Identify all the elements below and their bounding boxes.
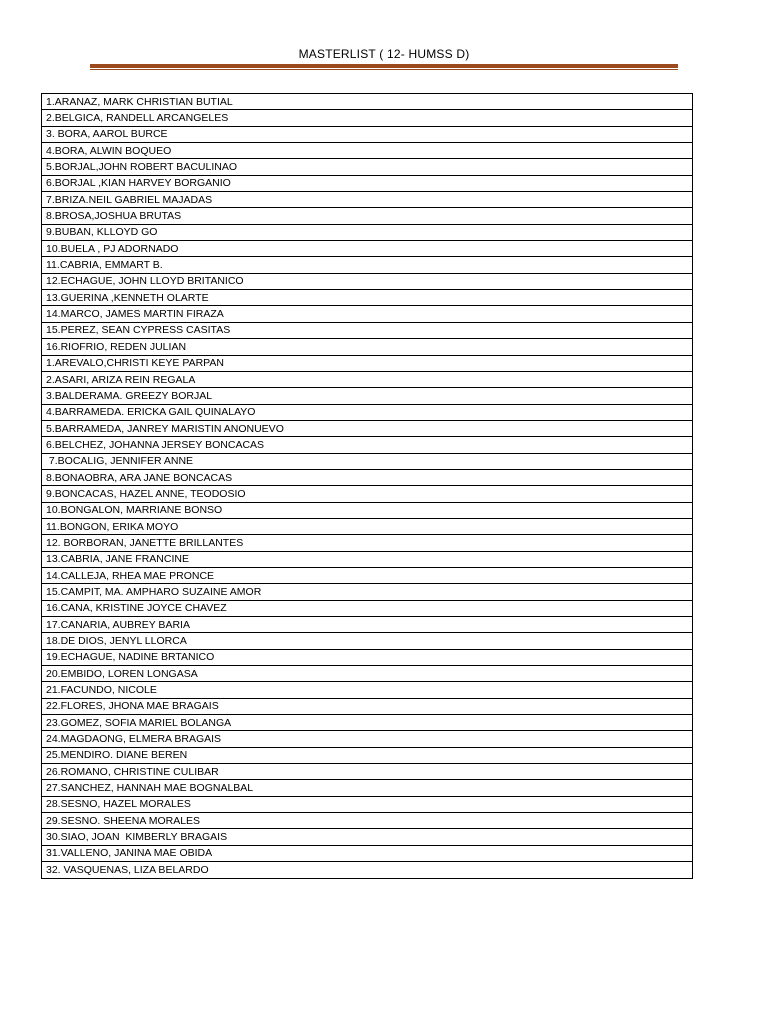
student-name-cell: 17.CANARIA, AUBREY BARIA: [42, 617, 693, 633]
table-row: [42, 551, 693, 567]
table-row: [42, 257, 693, 273]
table-row: [42, 469, 693, 485]
table-row: [42, 682, 693, 698]
table-row: [42, 388, 693, 404]
student-name-cell: 18.DE DIOS, JENYL LLORCA: [42, 633, 693, 649]
student-name-cell: 19.ECHAGUE, NADINE BRTANICO: [42, 649, 693, 665]
student-name-cell: 3. BORA, AAROL BURCE: [42, 126, 693, 142]
student-name-cell: 22.FLORES, JHONA MAE BRAGAIS: [42, 698, 693, 714]
student-name-cell: 31.VALLENO, JANINA MAE OBIDA: [42, 845, 693, 861]
student-name-cell: 13.CABRIA, JANE FRANCINE: [42, 551, 693, 567]
student-name-cell: 4.BORA, ALWIN BOQUEO: [42, 143, 693, 159]
table-row: [42, 649, 693, 665]
title-underline: [90, 64, 678, 70]
student-name-cell: 1.AREVALO,CHRISTI KEYE PARPAN: [42, 355, 693, 371]
table-row: [42, 780, 693, 796]
student-name-cell: 24.MAGDAONG, ELMERA BRAGAIS: [42, 731, 693, 747]
table-row: [42, 535, 693, 551]
table-row: [42, 764, 693, 780]
student-name-cell: 9.BUBAN, KLLOYD GO: [42, 224, 693, 240]
table-row: [42, 845, 693, 861]
student-name-cell: 26.ROMANO, CHRISTINE CULIBAR: [42, 764, 693, 780]
student-name-cell: 32. VASQUENAS, LIZA BELARDO: [42, 862, 693, 878]
table-row: [42, 273, 693, 289]
masterlist-table: [41, 93, 693, 879]
student-name-cell: 13.GUERINA ,KENNETH OLARTE: [42, 290, 693, 306]
table-row: [42, 241, 693, 257]
student-name-cell: 28.SESNO, HAZEL MORALES: [42, 796, 693, 812]
student-name-cell: 11.BONGON, ERIKA MOYO: [42, 518, 693, 534]
table-row: [42, 584, 693, 600]
table-row: [42, 94, 693, 110]
student-name-cell: 11.CABRIA, EMMART B.: [42, 257, 693, 273]
student-name-cell: 15.CAMPIT, MA. AMPHARO SUZAINE AMOR: [42, 584, 693, 600]
table-row: [42, 715, 693, 731]
table-row: [42, 633, 693, 649]
table-row: [42, 747, 693, 763]
table-row: [42, 371, 693, 387]
table-row: [42, 339, 693, 355]
student-name-cell: 23.GOMEZ, SOFIA MARIEL BOLANGA: [42, 715, 693, 731]
student-name-cell: 30.SIAO, JOAN KIMBERLY BRAGAIS: [42, 829, 693, 845]
student-name-cell: 9.BONCACAS, HAZEL ANNE, TEODOSIO: [42, 486, 693, 502]
student-name-cell: 1.ARANAZ, MARK CHRISTIAN BUTIAL: [42, 94, 693, 110]
student-name-cell: 12. BORBORAN, JANETTE BRILLANTES: [42, 535, 693, 551]
table-row: [42, 355, 693, 371]
table-row: [42, 453, 693, 469]
masterlist-table-body: [42, 94, 693, 879]
table-row: [42, 192, 693, 208]
table-row: [42, 110, 693, 126]
table-row: [42, 698, 693, 714]
table-row: [42, 322, 693, 338]
student-name-cell: 5.BORJAL,JOHN ROBERT BACULINAO: [42, 159, 693, 175]
student-name-cell: 2.BELGICA, RANDELL ARCANGELES: [42, 110, 693, 126]
table-row: [42, 159, 693, 175]
table-row: [42, 126, 693, 142]
table-row: [42, 486, 693, 502]
student-name-cell: 15.PEREZ, SEAN CYPRESS CASITAS: [42, 322, 693, 338]
table-row: [42, 829, 693, 845]
student-name-cell: 20.EMBIDO, LOREN LONGASA: [42, 666, 693, 682]
title-underline-thin: [90, 69, 678, 70]
student-name-cell: 12.ECHAGUE, JOHN LLOYD BRITANICO: [42, 273, 693, 289]
student-name-cell: 8.BONAOBRA, ARA JANE BONCACAS: [42, 469, 693, 485]
table-row: [42, 600, 693, 616]
table-row: [42, 617, 693, 633]
student-name-cell: 6.BELCHEZ, JOHANNA JERSEY BONCACAS: [42, 437, 693, 453]
table-row: [42, 437, 693, 453]
table-row: [42, 306, 693, 322]
document-title: MASTERLIST ( 12- HUMSS D): [298, 47, 470, 61]
student-name-cell: 7.BRIZA.NEIL GABRIEL MAJADAS: [42, 192, 693, 208]
student-name-cell: 16.CANA, KRISTINE JOYCE CHAVEZ: [42, 600, 693, 616]
student-name-cell: 16.RIOFRIO, REDEN JULIAN: [42, 339, 693, 355]
student-name-cell: 10.BONGALON, MARRIANE BONSO: [42, 502, 693, 518]
student-name-cell: 27.SANCHEZ, HANNAH MAE BOGNALBAL: [42, 780, 693, 796]
table-row: [42, 208, 693, 224]
student-name-cell: 14.CALLEJA, RHEA MAE PRONCE: [42, 567, 693, 583]
student-name-cell: 7.BOCALIG, JENNIFER ANNE: [42, 453, 693, 469]
student-name-cell: 3.BALDERAMA. GREEZY BORJAL: [42, 388, 693, 404]
table-row: [42, 731, 693, 747]
table-row: [42, 290, 693, 306]
student-name-cell: 21.FACUNDO, NICOLE: [42, 682, 693, 698]
table-row: [42, 666, 693, 682]
student-name-cell: 8.BROSA,JOSHUA BRUTAS: [42, 208, 693, 224]
table-row: [42, 224, 693, 240]
table-row: [42, 175, 693, 191]
table-row: [42, 143, 693, 159]
student-name-cell: 6.BORJAL ,KIAN HARVEY BORGANIO: [42, 175, 693, 191]
student-name-cell: 10.BUELA , PJ ADORNADO: [42, 241, 693, 257]
student-name-cell: 2.ASARI, ARIZA REIN REGALA: [42, 371, 693, 387]
student-name-cell: 4.BARRAMEDA. ERICKA GAIL QUINALAYO: [42, 404, 693, 420]
table-row: [42, 420, 693, 436]
table-row: [42, 862, 693, 878]
table-row: [42, 502, 693, 518]
table-row: [42, 567, 693, 583]
student-name-cell: 14.MARCO, JAMES MARTIN FIRAZA: [42, 306, 693, 322]
student-name-cell: 29.SESNO. SHEENA MORALES: [42, 813, 693, 829]
student-name-cell: 5.BARRAMEDA, JANREY MARISTIN ANONUEVO: [42, 420, 693, 436]
table-row: [42, 518, 693, 534]
table-row: [42, 813, 693, 829]
table-row: [42, 404, 693, 420]
table-row: [42, 796, 693, 812]
student-name-cell: 25.MENDIRO. DIANE BEREN: [42, 747, 693, 763]
